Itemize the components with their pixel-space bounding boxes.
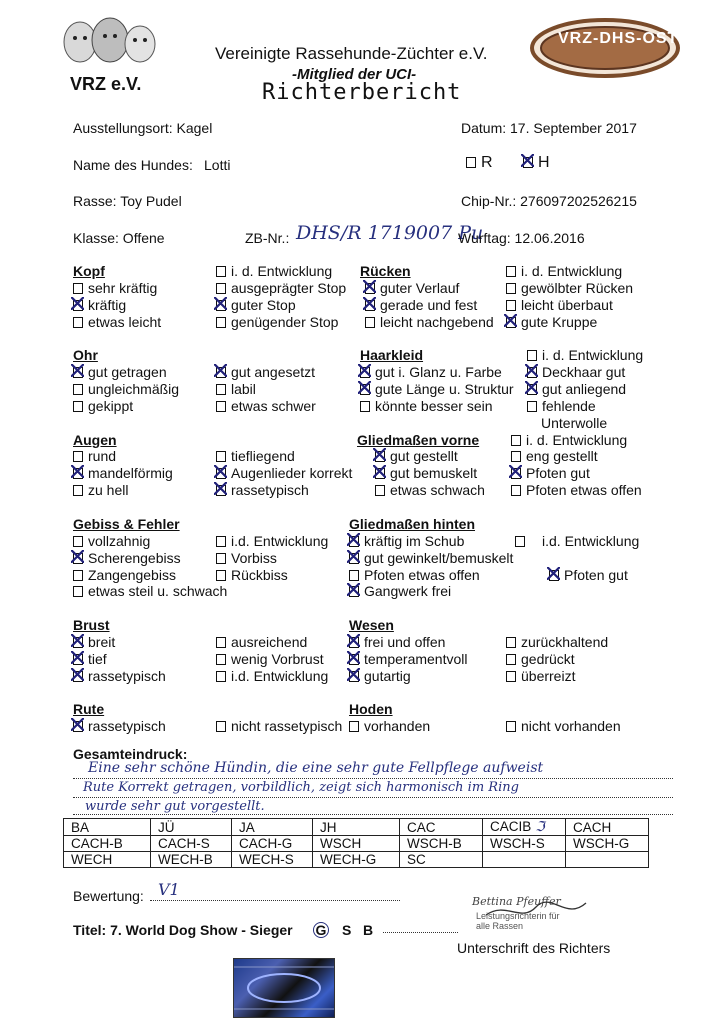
option-label: gekippt xyxy=(88,398,134,414)
document-title: Richterbericht xyxy=(262,80,462,105)
table-row xyxy=(64,836,649,852)
option-label: gute Kruppe xyxy=(521,314,598,330)
haarkleid-glanz-farbe[interactable] xyxy=(360,364,502,380)
option-label: rund xyxy=(88,448,117,464)
option-label: Zangengebiss xyxy=(88,567,176,583)
logo-right-text: VRZ-DHS-OST xyxy=(558,30,679,47)
option-label: ungleichmäßig xyxy=(88,381,180,397)
option-label: gut bemuskelt xyxy=(390,465,478,481)
table-cell[interactable] xyxy=(566,852,649,868)
haarkleid-fehlende[interactable] xyxy=(527,398,596,414)
ohr-labil[interactable] xyxy=(216,381,256,397)
judge-signature[interactable] xyxy=(466,893,606,943)
option-label: gedrückt xyxy=(521,651,575,667)
zb-label: ZB-Nr.: xyxy=(245,230,290,246)
hologram-sticker xyxy=(233,958,335,1018)
table-cell[interactable]: JÜ xyxy=(151,819,232,836)
option-label: nicht vorhanden xyxy=(521,718,621,734)
vrz-dhs-ost-logo xyxy=(530,18,680,78)
glied-vorne-gut-gestellt[interactable] xyxy=(375,448,458,464)
zb-value: DHS/R 1719007 Pu xyxy=(296,222,484,244)
option-label: i.d. Entwicklung xyxy=(542,533,640,549)
table-cell[interactable] xyxy=(483,852,566,868)
gebiss-title: Gebiss & Fehler xyxy=(73,516,180,532)
option-label: etwas leicht xyxy=(88,314,162,330)
gebiss-zangengebiss[interactable] xyxy=(73,567,176,583)
option-label: etwas schwach xyxy=(390,482,485,498)
option-label: sehr kräftig xyxy=(88,280,158,296)
sex-r-label: R xyxy=(481,154,493,171)
wesen-gutartig[interactable] xyxy=(349,668,411,684)
ausstellungsort: Ausstellungsort: Kagel xyxy=(73,120,213,136)
table-row xyxy=(64,852,649,868)
option-label: Deckhaar gut xyxy=(542,364,626,380)
cacib-label: CACIB xyxy=(490,819,532,834)
logo-left-text: VRZ e.V. xyxy=(70,74,142,94)
augen-tiefliegend[interactable] xyxy=(216,448,295,464)
titel-b-option[interactable]: B xyxy=(363,922,374,938)
sex-h-option[interactable] xyxy=(523,154,550,172)
rute-rassetypisch[interactable] xyxy=(73,718,166,734)
sticker-pattern-icon xyxy=(234,959,334,1017)
table-cell[interactable]: CACH-S xyxy=(151,836,232,852)
ruecken-gerade-fest[interactable] xyxy=(365,297,477,313)
table-cell[interactable] xyxy=(483,819,566,836)
haarkleid-deckhaar[interactable] xyxy=(527,364,625,380)
ruecken-entwicklung[interactable] xyxy=(506,263,622,279)
option-label: i.d. Entwicklung xyxy=(231,533,329,549)
gesamt-line-1[interactable] xyxy=(73,762,673,779)
option-label: etwas schwer xyxy=(231,398,316,414)
name-label: Name des Hundes: xyxy=(73,157,193,173)
glied-hinten-kraeftig[interactable] xyxy=(349,533,464,549)
option-label: etwas steil u. schwach xyxy=(88,583,228,599)
gesamt-line-2[interactable] xyxy=(73,781,673,798)
haarkleid-unterwolle: Unterwolle xyxy=(541,415,608,431)
gebiss-entwicklung[interactable] xyxy=(216,533,328,549)
option-label: gut getragen xyxy=(88,364,167,380)
option-label: gut gestellt xyxy=(390,448,458,464)
haarkleid-anliegend[interactable] xyxy=(527,381,626,397)
wesen-frei-offen[interactable] xyxy=(349,634,445,650)
table-cell[interactable]: CACH-G xyxy=(232,836,313,852)
option-label: rassetypisch xyxy=(88,718,166,734)
glied-vorne-pfoten-gut[interactable] xyxy=(511,465,590,481)
unterschrift-label: Unterschrift des Richters xyxy=(457,940,611,956)
hoden-title: Hoden xyxy=(349,701,393,717)
table-cell[interactable]: CAC xyxy=(400,819,483,836)
option-label: gewölbter Rücken xyxy=(521,280,634,296)
rasse: Rasse: Toy Pudel xyxy=(73,193,182,209)
brust-entwicklung[interactable] xyxy=(216,668,328,684)
brust-wenig-vorbrust[interactable] xyxy=(216,651,324,667)
option-label: frei und offen xyxy=(364,634,446,650)
rute-title: Rute xyxy=(73,701,105,717)
option-label: Scherengebiss xyxy=(88,550,181,566)
brust-title: Brust xyxy=(73,617,110,633)
augen-zu-hell[interactable] xyxy=(73,482,128,498)
kopf-genuegender-stop[interactable] xyxy=(216,314,338,330)
sex-r-option[interactable] xyxy=(466,154,493,172)
ohr-gut-getragen[interactable] xyxy=(73,364,167,380)
ruecken-title: Rücken xyxy=(360,263,411,279)
wesen-temperamentvoll[interactable] xyxy=(349,651,468,667)
bewertung-label: Bewertung: xyxy=(73,888,144,904)
titel-g-label: G xyxy=(313,922,329,938)
option-label: i. d. Entwicklung xyxy=(231,263,333,279)
option-label: tiefliegend xyxy=(231,448,295,464)
wesen-zurueckhaltend[interactable] xyxy=(506,634,608,650)
table-cell[interactable]: JH xyxy=(313,819,400,836)
haarkleid-besser-sein[interactable] xyxy=(360,398,493,414)
option-label: kräftig xyxy=(88,297,127,313)
option-label: Pfoten gut xyxy=(564,567,628,583)
table-cell[interactable]: WECH-B xyxy=(151,852,232,868)
glied-vorne-eng-gestellt[interactable] xyxy=(511,448,598,464)
glied-vorne-etwas-schwach[interactable] xyxy=(375,482,485,498)
glied-hinten-gangwerk[interactable] xyxy=(349,583,451,599)
titel-line: Titel: 7. World Dog Show - Sieger xyxy=(73,922,293,938)
table-cell[interactable]: WSCH-B xyxy=(400,836,483,852)
ohr-gekippt[interactable] xyxy=(73,398,133,414)
haarkleid-laenge-struktur[interactable] xyxy=(360,381,514,397)
glied-vorne-gut-bemuskelt[interactable] xyxy=(375,465,477,481)
option-label: temperamentvoll xyxy=(364,651,468,667)
hoden-vorhanden[interactable] xyxy=(349,718,430,734)
chip-nr: Chip-Nr.: 276097202526215 xyxy=(461,193,637,209)
kopf-entwicklung[interactable] xyxy=(216,263,332,279)
table-cell[interactable]: JA xyxy=(232,819,313,836)
vrz-logo xyxy=(55,12,165,92)
dogs-logo-image xyxy=(55,12,165,74)
table-cell[interactable]: WSCH xyxy=(313,836,400,852)
option-label: gut gewinkelt/bemuskelt xyxy=(364,550,514,566)
glied-vorne-entwicklung[interactable] xyxy=(511,432,627,448)
ruecken-gewoelbt[interactable] xyxy=(506,280,633,296)
table-cell[interactable]: WSCH-S xyxy=(483,836,566,852)
augen-title: Augen xyxy=(73,432,117,448)
ruecken-guter-verlauf[interactable] xyxy=(365,280,459,296)
kopf-kraeftig[interactable] xyxy=(73,297,126,313)
glied-vorne-pfoten-offen[interactable] xyxy=(511,482,642,498)
glied-hinten-title: Gliedmaßen hinten xyxy=(349,516,476,532)
option-label: leicht nachgebend xyxy=(380,314,494,330)
option-label: gut i. Glanz u. Farbe xyxy=(375,364,502,380)
option-label: i. d. Entwicklung xyxy=(526,432,628,448)
option-label: fehlende xyxy=(542,398,596,414)
option-label: kräftig im Schub xyxy=(364,533,465,549)
brust-tief[interactable] xyxy=(73,651,107,667)
table-row xyxy=(64,819,649,836)
gebiss-rueckbiss[interactable] xyxy=(216,567,288,583)
ruecken-leicht-nachgebend[interactable] xyxy=(365,314,494,330)
option-label: Pfoten etwas offen xyxy=(364,567,480,583)
option-label: Pfoten etwas offen xyxy=(526,482,642,498)
option-label: Gangwerk frei xyxy=(364,583,452,599)
option-label: i.d. Entwicklung xyxy=(231,668,329,684)
option-label: Pfoten gut xyxy=(526,465,590,481)
titel-dotted-line xyxy=(383,930,458,933)
option-label: ausreichend xyxy=(231,634,308,650)
option-label: Vorbiss xyxy=(231,550,277,566)
option-label: zurückhaltend xyxy=(521,634,609,650)
kopf-sehr-kraeftig[interactable] xyxy=(73,280,157,296)
option-label: vollzahnig xyxy=(88,533,151,549)
titles-table xyxy=(63,818,649,868)
table-cell[interactable]: SC xyxy=(400,852,483,868)
augen-lieder-korrekt[interactable] xyxy=(216,465,352,481)
klasse: Klasse: Offene xyxy=(73,230,165,246)
kopf-ausgepraegter-stop[interactable] xyxy=(216,280,346,296)
ruecken-gute-kruppe[interactable] xyxy=(506,314,597,330)
ohr-gut-angesetzt[interactable] xyxy=(216,364,315,380)
option-label: i. d. Entwicklung xyxy=(521,263,623,279)
ohr-etwas-schwer[interactable] xyxy=(216,398,316,414)
option-label: guter Stop xyxy=(231,297,296,313)
member-line: -Mitglied der UCI- xyxy=(292,66,417,83)
haarkleid-entwicklung[interactable] xyxy=(527,347,643,363)
table-cell[interactable]: WSCH-G xyxy=(566,836,649,852)
table-cell[interactable]: WECH-S xyxy=(232,852,313,868)
glied-hinten-gewinkelt[interactable] xyxy=(349,550,513,566)
gebiss-scherengebiss[interactable] xyxy=(73,550,181,566)
sex-h-label: H xyxy=(538,154,550,171)
kopf-etwas-leicht[interactable] xyxy=(73,314,161,330)
datum: Datum: 17. September 2017 xyxy=(461,120,637,136)
option-label: nicht rassetypisch xyxy=(231,718,343,734)
gesamt-text-2: Rute Korrekt getragen, vorbildlich, zeigt sich harmonisch im Ring xyxy=(83,780,519,795)
option-label: zu hell xyxy=(88,482,129,498)
signature-name: Bettina Pfeuffer xyxy=(472,895,561,908)
rute-nicht-rassetypisch[interactable] xyxy=(216,718,342,734)
bewertung-value: V1 xyxy=(158,880,180,899)
option-label: mandelförmig xyxy=(88,465,173,481)
option-label: ausgeprägter Stop xyxy=(231,280,347,296)
titel-s-option[interactable]: S xyxy=(342,922,352,938)
augen-rund[interactable] xyxy=(73,448,116,464)
gesamt-text-1: Eine sehr schöne Hündin, die eine sehr gute Fellpflege aufweist xyxy=(88,760,544,776)
option-label: gut anliegend xyxy=(542,381,627,397)
gebiss-steil-schwach[interactable] xyxy=(73,583,227,599)
haarkleid-title: Haarkleid xyxy=(360,347,424,363)
glied-hinten-pfoten-gut[interactable] xyxy=(549,567,628,583)
option-label: rassetypisch xyxy=(231,482,309,498)
hoden-nicht-vorhanden[interactable] xyxy=(506,718,621,734)
table-cell[interactable]: CACH xyxy=(566,819,649,836)
name-value: Lotti xyxy=(204,157,231,173)
kopf-guter-stop[interactable] xyxy=(216,297,296,313)
option-label: gutartig xyxy=(364,668,411,684)
ruecken-ueberbaut[interactable] xyxy=(506,297,613,313)
ohr-title: Ohr xyxy=(73,347,98,363)
gesamt-label: Gesamteindruck: xyxy=(73,746,188,762)
option-label: vorhanden xyxy=(364,718,431,734)
wurftag: Wurftag: 12.06.2016 xyxy=(458,230,585,246)
signature-note: Leistungsrichterin für alle Rassen xyxy=(476,911,560,931)
wesen-ueberreizt[interactable] xyxy=(506,668,575,684)
bewertung-field[interactable] xyxy=(150,880,400,901)
table-cell[interactable]: BA xyxy=(64,819,151,836)
table-cell[interactable]: CACH-B xyxy=(64,836,151,852)
option-label: Augenlieder korrekt xyxy=(231,465,353,481)
gesamt-line-3[interactable] xyxy=(73,800,673,815)
wesen-gedrueckt[interactable] xyxy=(506,651,575,667)
glied-vorne-title: Gliedmaßen vorne xyxy=(357,432,480,448)
option-label: Rückbiss xyxy=(231,567,288,583)
ohr-ungleichmaessig[interactable] xyxy=(73,381,179,397)
gebiss-vorbiss[interactable] xyxy=(216,550,277,566)
augen-mandelfoermig[interactable] xyxy=(73,465,173,481)
option-label: genügender Stop xyxy=(231,314,339,330)
augen-rassetypisch[interactable] xyxy=(216,482,309,498)
gebiss-vollzahnig[interactable] xyxy=(73,533,150,549)
cacib-mark: ℑ xyxy=(535,819,545,835)
option-label: i. d. Entwicklung xyxy=(542,347,644,363)
option-label: guter Verlauf xyxy=(380,280,460,296)
option-label: leicht überbaut xyxy=(521,297,613,313)
option-label: rassetypisch xyxy=(88,668,166,684)
option-label: eng gestellt xyxy=(526,448,598,464)
glied-hinten-entwicklung[interactable] xyxy=(515,533,639,549)
titel-g-option[interactable] xyxy=(313,922,329,938)
wesen-title: Wesen xyxy=(349,617,394,633)
brust-breit[interactable] xyxy=(73,634,115,650)
option-label: tief xyxy=(88,651,107,667)
option-label: könnte besser sein xyxy=(375,398,493,414)
option-label: labil xyxy=(231,381,256,397)
option-label: gute Länge u. Struktur xyxy=(375,381,514,397)
option-label: gerade und fest xyxy=(380,297,478,313)
brust-rassetypisch[interactable] xyxy=(73,668,166,684)
org-name: Vereinigte Rassehunde-Züchter e.V. xyxy=(215,44,488,63)
option-label: gut angesetzt xyxy=(231,364,316,380)
brust-ausreichend[interactable] xyxy=(216,634,307,650)
option-label: überreizt xyxy=(521,668,576,684)
kopf-title: Kopf xyxy=(73,263,105,279)
glied-hinten-pfoten-offen[interactable] xyxy=(349,567,480,583)
option-label: wenig Vorbrust xyxy=(231,651,324,667)
gesamt-text-3: wurde sehr gut vorgestellt. xyxy=(85,799,265,814)
table-cell[interactable]: WECH xyxy=(64,852,151,868)
option-label: breit xyxy=(88,634,116,650)
table-cell[interactable]: WECH-G xyxy=(313,852,400,868)
